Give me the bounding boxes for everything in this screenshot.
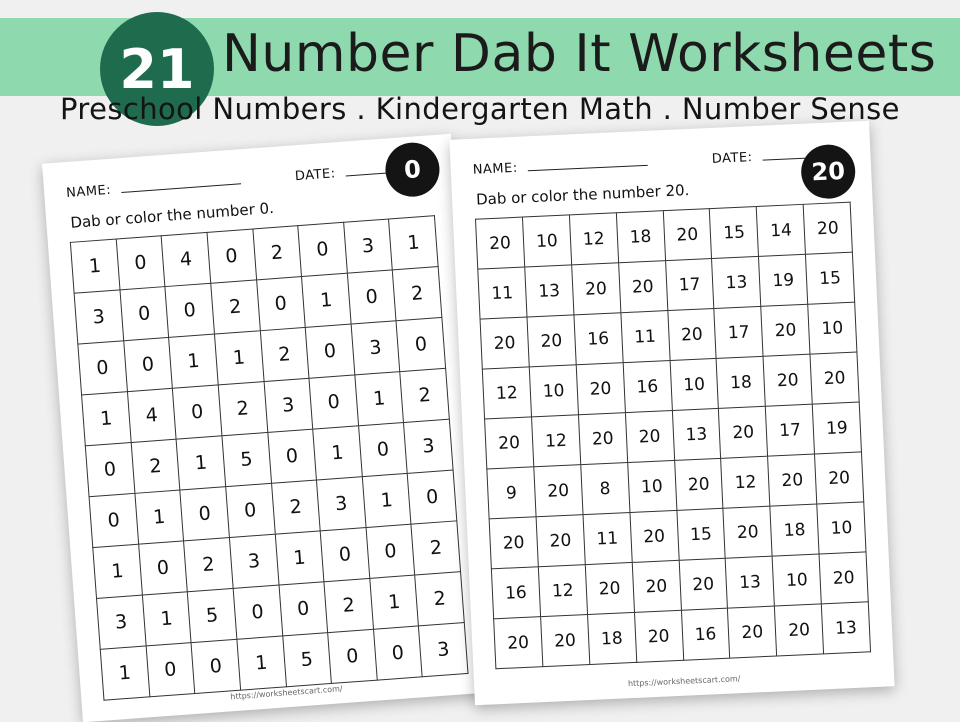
grid-cell[interactable]: 0 [138, 541, 187, 595]
grid-cell[interactable]: 8 [581, 463, 630, 515]
grid-cell[interactable]: 18 [770, 504, 819, 556]
grid-cell[interactable]: 20 [476, 217, 525, 269]
grid-cell[interactable]: 0 [173, 385, 222, 439]
grid-cell[interactable]: 0 [89, 493, 138, 547]
grid-cell[interactable]: 2 [184, 538, 233, 592]
grid-cell[interactable]: 1 [176, 436, 225, 490]
grid-cell[interactable]: 18 [616, 211, 665, 263]
grid-cell[interactable]: 1 [313, 426, 362, 480]
grid-cell[interactable]: 2 [400, 368, 449, 422]
target-number-badge: 20 [800, 143, 856, 199]
grid-cell[interactable]: 20 [768, 454, 817, 506]
instruction-text: Dab or color the number 20. [475, 180, 690, 209]
grid-cell[interactable]: 1 [389, 216, 438, 270]
date-label: DATE: [711, 150, 753, 167]
grid-cell[interactable]: 13 [726, 556, 775, 608]
name-date-row [66, 157, 432, 201]
grid-cell[interactable]: 20 [540, 615, 589, 667]
grid-cell[interactable]: 5 [282, 633, 331, 687]
grid-cell[interactable]: 0 [396, 317, 445, 371]
grid-cell[interactable]: 20 [630, 510, 679, 562]
grid-cell[interactable]: 16 [623, 361, 672, 413]
grid-cell[interactable]: 3 [419, 623, 468, 677]
grid-cell[interactable]: 0 [165, 283, 214, 337]
grid-cell[interactable]: 20 [618, 261, 667, 313]
grid-cell[interactable]: 0 [347, 270, 396, 324]
grid-cell[interactable]: 0 [123, 337, 172, 391]
grid-cell[interactable]: 19 [812, 402, 861, 454]
grid-cell[interactable]: 12 [482, 367, 531, 419]
name-label: NAME: [65, 182, 112, 202]
grid-cell[interactable]: 11 [478, 267, 527, 319]
grid-cell[interactable]: 0 [366, 524, 415, 578]
grid-cell[interactable]: 0 [85, 443, 134, 497]
grid-cell[interactable]: 20 [494, 617, 543, 669]
grid-cell[interactable]: 20 [625, 411, 674, 463]
grid-cell[interactable]: 0 [408, 470, 457, 524]
grid-cell[interactable]: 3 [404, 419, 453, 473]
grid-cell[interactable]: 13 [672, 408, 721, 460]
date-label: DATE: [294, 166, 337, 185]
grid-cell[interactable]: 4 [127, 388, 176, 442]
grid-cell[interactable]: 2 [411, 521, 460, 575]
number-grid-left[interactable] [70, 215, 469, 701]
worksheet-count-badge: 21 [100, 12, 214, 126]
number-grid-right[interactable] [475, 202, 871, 670]
grid-cell[interactable]: 2 [252, 226, 301, 280]
grid-cell[interactable]: 20 [723, 506, 772, 558]
grid-cell[interactable]: 13 [525, 265, 574, 317]
grid-cell[interactable]: 17 [665, 259, 714, 311]
grid-cell[interactable]: 5 [188, 588, 237, 642]
grid-cell[interactable]: 0 [256, 277, 305, 331]
grid-cell[interactable]: 20 [775, 604, 824, 656]
grid-cell[interactable]: 11 [583, 513, 632, 565]
grid-cell[interactable]: 0 [191, 639, 240, 693]
grid-cell[interactable]: 18 [716, 356, 765, 408]
grid-cell[interactable]: 0 [78, 341, 127, 395]
grid-cell[interactable]: 10 [808, 302, 857, 354]
grid-cell[interactable]: 1 [370, 575, 419, 629]
footer-url: https://worksheetscart.com/ [230, 684, 343, 702]
grid-cell[interactable]: 2 [211, 280, 260, 334]
grid-cell[interactable]: 3 [97, 595, 146, 649]
grid-cell[interactable]: 12 [721, 456, 770, 508]
grid-cell[interactable]: 1 [93, 544, 142, 598]
grid-cell[interactable]: 12 [538, 565, 587, 617]
worksheet-preview-left[interactable] [42, 134, 492, 722]
grid-cell[interactable]: 2 [271, 480, 320, 534]
spacer [251, 181, 285, 184]
grid-cell[interactable]: 20 [634, 610, 683, 662]
grid-cell[interactable]: 12 [531, 415, 580, 467]
grid-cell[interactable]: 17 [714, 306, 763, 358]
grid-cell[interactable]: 1 [142, 592, 191, 646]
grid-cell[interactable]: 3 [351, 321, 400, 375]
grid-cell[interactable]: 19 [759, 254, 808, 306]
grid-cell[interactable]: 20 [536, 515, 585, 567]
grid-cell[interactable]: 20 [719, 406, 768, 458]
grid-cell[interactable]: 1 [302, 273, 351, 327]
grid-cell[interactable]: 16 [574, 313, 623, 365]
grid-cell[interactable]: 1 [362, 473, 411, 527]
instruction-text: Dab or color the number 0. [69, 198, 275, 232]
grid-cell[interactable]: 1 [169, 334, 218, 388]
grid-cell[interactable]: 16 [681, 608, 730, 660]
grid-cell[interactable]: 20 [815, 452, 864, 504]
grid-cell[interactable]: 3 [317, 477, 366, 531]
grid-cell[interactable]: 0 [116, 236, 165, 290]
grid-cell[interactable]: 2 [260, 327, 309, 381]
grid-cell[interactable]: 20 [632, 560, 681, 612]
grid-cell[interactable]: 1 [82, 392, 131, 446]
grid-cell[interactable]: 0 [120, 287, 169, 341]
name-date-row [472, 144, 848, 178]
grid-cell[interactable]: 3 [264, 378, 313, 432]
grid-cell[interactable]: 20 [485, 417, 534, 469]
grid-cell[interactable]: 20 [819, 552, 868, 604]
grid-cell[interactable]: 20 [534, 465, 583, 517]
grid-cell[interactable]: 13 [712, 256, 761, 308]
grid-cell[interactable]: 0 [358, 422, 407, 476]
grid-cell[interactable]: 20 [810, 352, 859, 404]
grid-cell[interactable]: 20 [571, 263, 620, 315]
grid-cell[interactable]: 1 [237, 636, 286, 690]
grid-cell[interactable]: 13 [821, 602, 870, 654]
grid-cell[interactable]: 20 [674, 458, 723, 510]
grid-cell[interactable]: 2 [131, 439, 180, 493]
grid-cell[interactable]: 20 [761, 304, 810, 356]
grid-cell[interactable]: 20 [585, 562, 634, 614]
grid-cell[interactable]: 10 [627, 460, 676, 512]
grid-cell[interactable]: 11 [621, 311, 670, 363]
grid-cell[interactable]: 10 [529, 365, 578, 417]
grid-cell[interactable]: 9 [487, 467, 536, 519]
grid-cell[interactable]: 0 [309, 375, 358, 429]
grid-cell[interactable]: 1 [275, 531, 324, 585]
grid-cell[interactable]: 3 [343, 219, 392, 273]
grid-cell[interactable]: 2 [324, 578, 373, 632]
worksheet-preview-right[interactable] [449, 121, 894, 705]
grid-cell[interactable]: 20 [489, 517, 538, 569]
grid-cell[interactable]: 15 [676, 508, 725, 560]
spacer [658, 163, 702, 165]
grid-cell[interactable]: 0 [180, 487, 229, 541]
grid-cell[interactable]: 20 [576, 363, 625, 415]
grid-cell[interactable]: 10 [522, 215, 571, 267]
grid-cell[interactable]: 15 [710, 206, 759, 258]
grid-cell[interactable]: 4 [161, 232, 210, 286]
grid-cell[interactable]: 17 [766, 404, 815, 456]
grid-cell[interactable]: 20 [527, 315, 576, 367]
grid-cell[interactable]: 2 [218, 382, 267, 436]
grid-cell[interactable]: 10 [670, 358, 719, 410]
grid-cell[interactable]: 20 [679, 558, 728, 610]
grid-cell[interactable]: 20 [763, 354, 812, 406]
grid-cell[interactable]: 0 [298, 222, 347, 276]
grid-cell[interactable]: 1 [355, 372, 404, 426]
grid-cell[interactable]: 0 [279, 582, 328, 636]
footer-url: https://worksheetscart.com/ [627, 674, 741, 689]
grid-cell[interactable]: 20 [663, 209, 712, 261]
grid-cell[interactable]: 0 [320, 528, 369, 582]
grid-cell[interactable]: 20 [803, 202, 852, 254]
grid-cell[interactable]: 1 [214, 331, 263, 385]
grid-cell[interactable]: 0 [305, 324, 354, 378]
grid-cell[interactable]: 0 [226, 483, 275, 537]
name-label: NAME: [472, 160, 519, 178]
grid-cell[interactable]: 1 [135, 490, 184, 544]
grid-cell[interactable]: 10 [817, 502, 866, 554]
grid-cell[interactable]: 20 [728, 606, 777, 658]
name-input-line[interactable] [120, 171, 241, 193]
name-input-line[interactable] [527, 153, 647, 171]
grid-cell[interactable]: 18 [587, 612, 636, 664]
grid-cell[interactable]: 1 [70, 239, 119, 293]
grid-cell[interactable]: 3 [74, 290, 123, 344]
grid-cell[interactable]: 12 [569, 213, 618, 265]
grid-cell[interactable]: 20 [578, 413, 627, 465]
grid-cell[interactable]: 14 [756, 204, 805, 256]
grid-cell[interactable]: 1 [100, 646, 149, 700]
grid-cell[interactable]: 0 [146, 643, 195, 697]
grid-cell[interactable]: 2 [415, 572, 464, 626]
grid-cell[interactable]: 0 [207, 229, 256, 283]
grid-cell[interactable]: 20 [667, 308, 716, 360]
target-number-badge: 0 [384, 141, 442, 199]
grid-cell[interactable]: 0 [233, 585, 282, 639]
grid-cell[interactable]: 5 [222, 432, 271, 486]
grid-cell[interactable]: 10 [772, 554, 821, 606]
grid-cell[interactable]: 0 [267, 429, 316, 483]
grid-cell[interactable]: 20 [480, 317, 529, 369]
grid-cell[interactable]: 3 [229, 534, 278, 588]
grid-cell[interactable]: 0 [373, 626, 422, 680]
grid-cell[interactable]: 16 [491, 567, 540, 619]
page-subtitle: Preschool Numbers . Kindergarten Math . Number Sense [60, 92, 900, 126]
grid-cell[interactable]: 2 [393, 267, 442, 321]
grid-cell[interactable]: 15 [806, 252, 855, 304]
page-title: Number Dab It Worksheets [222, 24, 937, 84]
grid-cell[interactable]: 0 [328, 629, 377, 683]
